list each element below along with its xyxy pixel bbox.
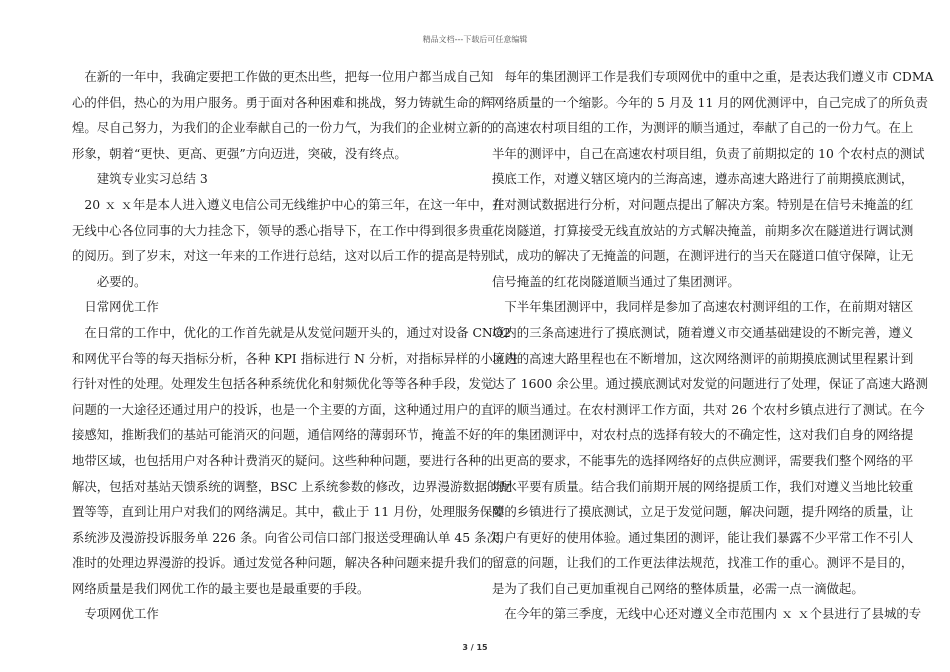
text-line: 下半年集团测评中，我同样是参加了高速农村测评组的工作，在前期对辖区	[492, 299, 914, 315]
text-line: 形象，朝着“更快、更高、更强”方向迈进，突破，没有终点。	[72, 145, 407, 161]
section-heading: 专项网优工作	[72, 606, 159, 622]
text-line: 信号掩盖的红花岗隧道顺当通过了集团测评。	[492, 273, 740, 289]
text-line: 在新的一年中，我确定要把工作做的更杰出些，把每一位用户都当成自己知	[72, 69, 494, 84]
text-line: 评的顺当通过。在农村测评工作方面，共对 26 个农村乡镇点进行了测试。在今	[492, 401, 925, 417]
text-line: 用户有更好的使用体验。通过集团的测评，能让我们暴露不少平常工作不引人	[492, 529, 914, 545]
text-line: 无线中心各位同事的大力挂念下，领导的悉心指导下，在工作中得到很多贵重	[72, 222, 494, 238]
text-line: 是为了我们自己更加重视自己网络的整体质量，必需一点一滴做起。	[492, 580, 864, 596]
text-line: 网络质量是我们网优工作的最主要也是最重要的手段。	[72, 580, 370, 596]
text-line: 的高速农村项目组的工作，为测评的顺当通过，奉献了自己的一份力气。在上	[492, 120, 914, 136]
text-line: 境内的高速大路里程也在不断增加，这次网络测评的前期摸底测试里程累计到	[492, 350, 914, 366]
text-line: 心的伴侣，热心的为用户服务。勇于面对各种困难和挑战，努力铸就生命的辉	[72, 94, 494, 110]
page-number: 3 / 15	[462, 643, 488, 652]
text-line: 在日常的工作中，优化的工作首先就是从发觉问题开头的，通过对设备 CNO2	[72, 324, 511, 340]
text-line: 行针对性的处理。处理发生包括各种系统优化和射频优化等等各种手段，发觉	[72, 376, 494, 392]
text-line: 年的集团测评中，对农村点的选择有较大的不确定性，这对我们自身的网络提	[492, 427, 914, 443]
section-heading: 建筑专业实习总结 3	[72, 171, 208, 187]
text-line: 20 ｘ ｘ年是本人进入遵义电信公司无线维护中心的第三年，在这一年中，在	[72, 196, 505, 212]
text-line: 均水平要有质量。结合我们前期开展的网络提质工作，我们对遵义当地比较重	[492, 478, 914, 494]
text-line: 出更高的要求，不能事先的选择网络好的点供应测评，需要我们整个网络的平	[492, 452, 914, 468]
text-line: 接感知，推断我们的基站可能消灭的问题，通信网络的薄弱环节，掩盖不好的	[72, 427, 494, 443]
text-line: 网络质量的一个缩影。今年的 5 月及 11 月的网优测评中，自己完成了的所负责	[492, 94, 928, 110]
text-line: 必要的。	[72, 273, 147, 289]
text-line: 并对测试数据进行分析，对问题点提出了解决方案。特别是在信号未掩盖的红	[492, 196, 914, 212]
page-header: 精品文档---下载后可任意编辑	[422, 35, 528, 44]
text-line: 摸底工作，对遵义辖区境内的兰海高速，遵赤高速大路进行了前期摸底测试，	[492, 171, 914, 187]
text-line: 系统涉及漫游投诉服务单 226 条。向省公司信口部门报送受理确认单 45 条次，	[72, 529, 512, 545]
text-line: 要的乡镇进行了摸底测试，立足于发觉问题，解决问题，提升网络的质量，让	[492, 504, 914, 520]
right-column	[492, 64, 934, 627]
text-line: 解决，包括对基站天馈系统的调整，BSC 上系统参数的修改，边界漫游数据的配	[72, 478, 512, 494]
text-line: 半年的测评中，自己在高速农村项目组，负责了前期拟定的 10 个农村点的测试	[492, 145, 925, 161]
text-line: 花岗隧道，打算接受无线直放站的方式解决掩盖，前期多次在隧道进行调试测	[492, 222, 914, 238]
text-line: 煌。尽自己努力，为我们的企业奉献自己的一份力气，为我们的企业树立新的	[72, 120, 494, 136]
text-line: 和网优平台等的每天指标分析，各种 KPI 指标进行 N 分析，对指标异样的小区进	[72, 350, 518, 366]
left-column	[72, 64, 518, 627]
text-line: 试，成功的解决了无掩盖的问题，在测评进行的当天在隧道口值守保障，让无	[492, 248, 914, 264]
text-line: 置等等，直到让用户对我们的网络满足。其中，截止于 11 月份，处理服务保障	[72, 504, 505, 520]
text-line: 达了 1600 余公里。通过摸底测试对发觉的问题进行了处理，保证了高速大路测	[492, 376, 928, 392]
text-line: 留意的问题，让我们的工作更法律法规范，找准工作的重心。测评不是目的，	[492, 555, 914, 571]
text-line: 境内的三条高速进行了摸底测试，随着遵义市交通基础建设的不断完善，遵义	[492, 324, 914, 340]
text-line: 的阅历。到了岁末，对这一年来的工作进行总结，这对以后工作的提高是特别	[72, 248, 494, 264]
text-line: 问题的一大途径还通过用户的投诉，也是一个主要的方面，这种通过用户的直	[72, 401, 494, 417]
text-line: 准时的处理边界漫游的投诉。通过发觉各种问题，解决各种问题来提升我们的	[72, 555, 494, 571]
text-line: 地带区域，也包括用户对各种计费消灭的疑问。这些种种问题，要进行各种的	[72, 452, 494, 468]
section-heading: 日常网优工作	[72, 299, 159, 315]
text-line: 在今年的第三季度，无线中心还对遵义全市范围内 ｘ ｘ个县进行了县城的专	[492, 606, 922, 622]
text-line: 每年的集团测评工作是我们专项网优中的重中之重，是表达我们遵义市 CDMA	[492, 69, 934, 84]
